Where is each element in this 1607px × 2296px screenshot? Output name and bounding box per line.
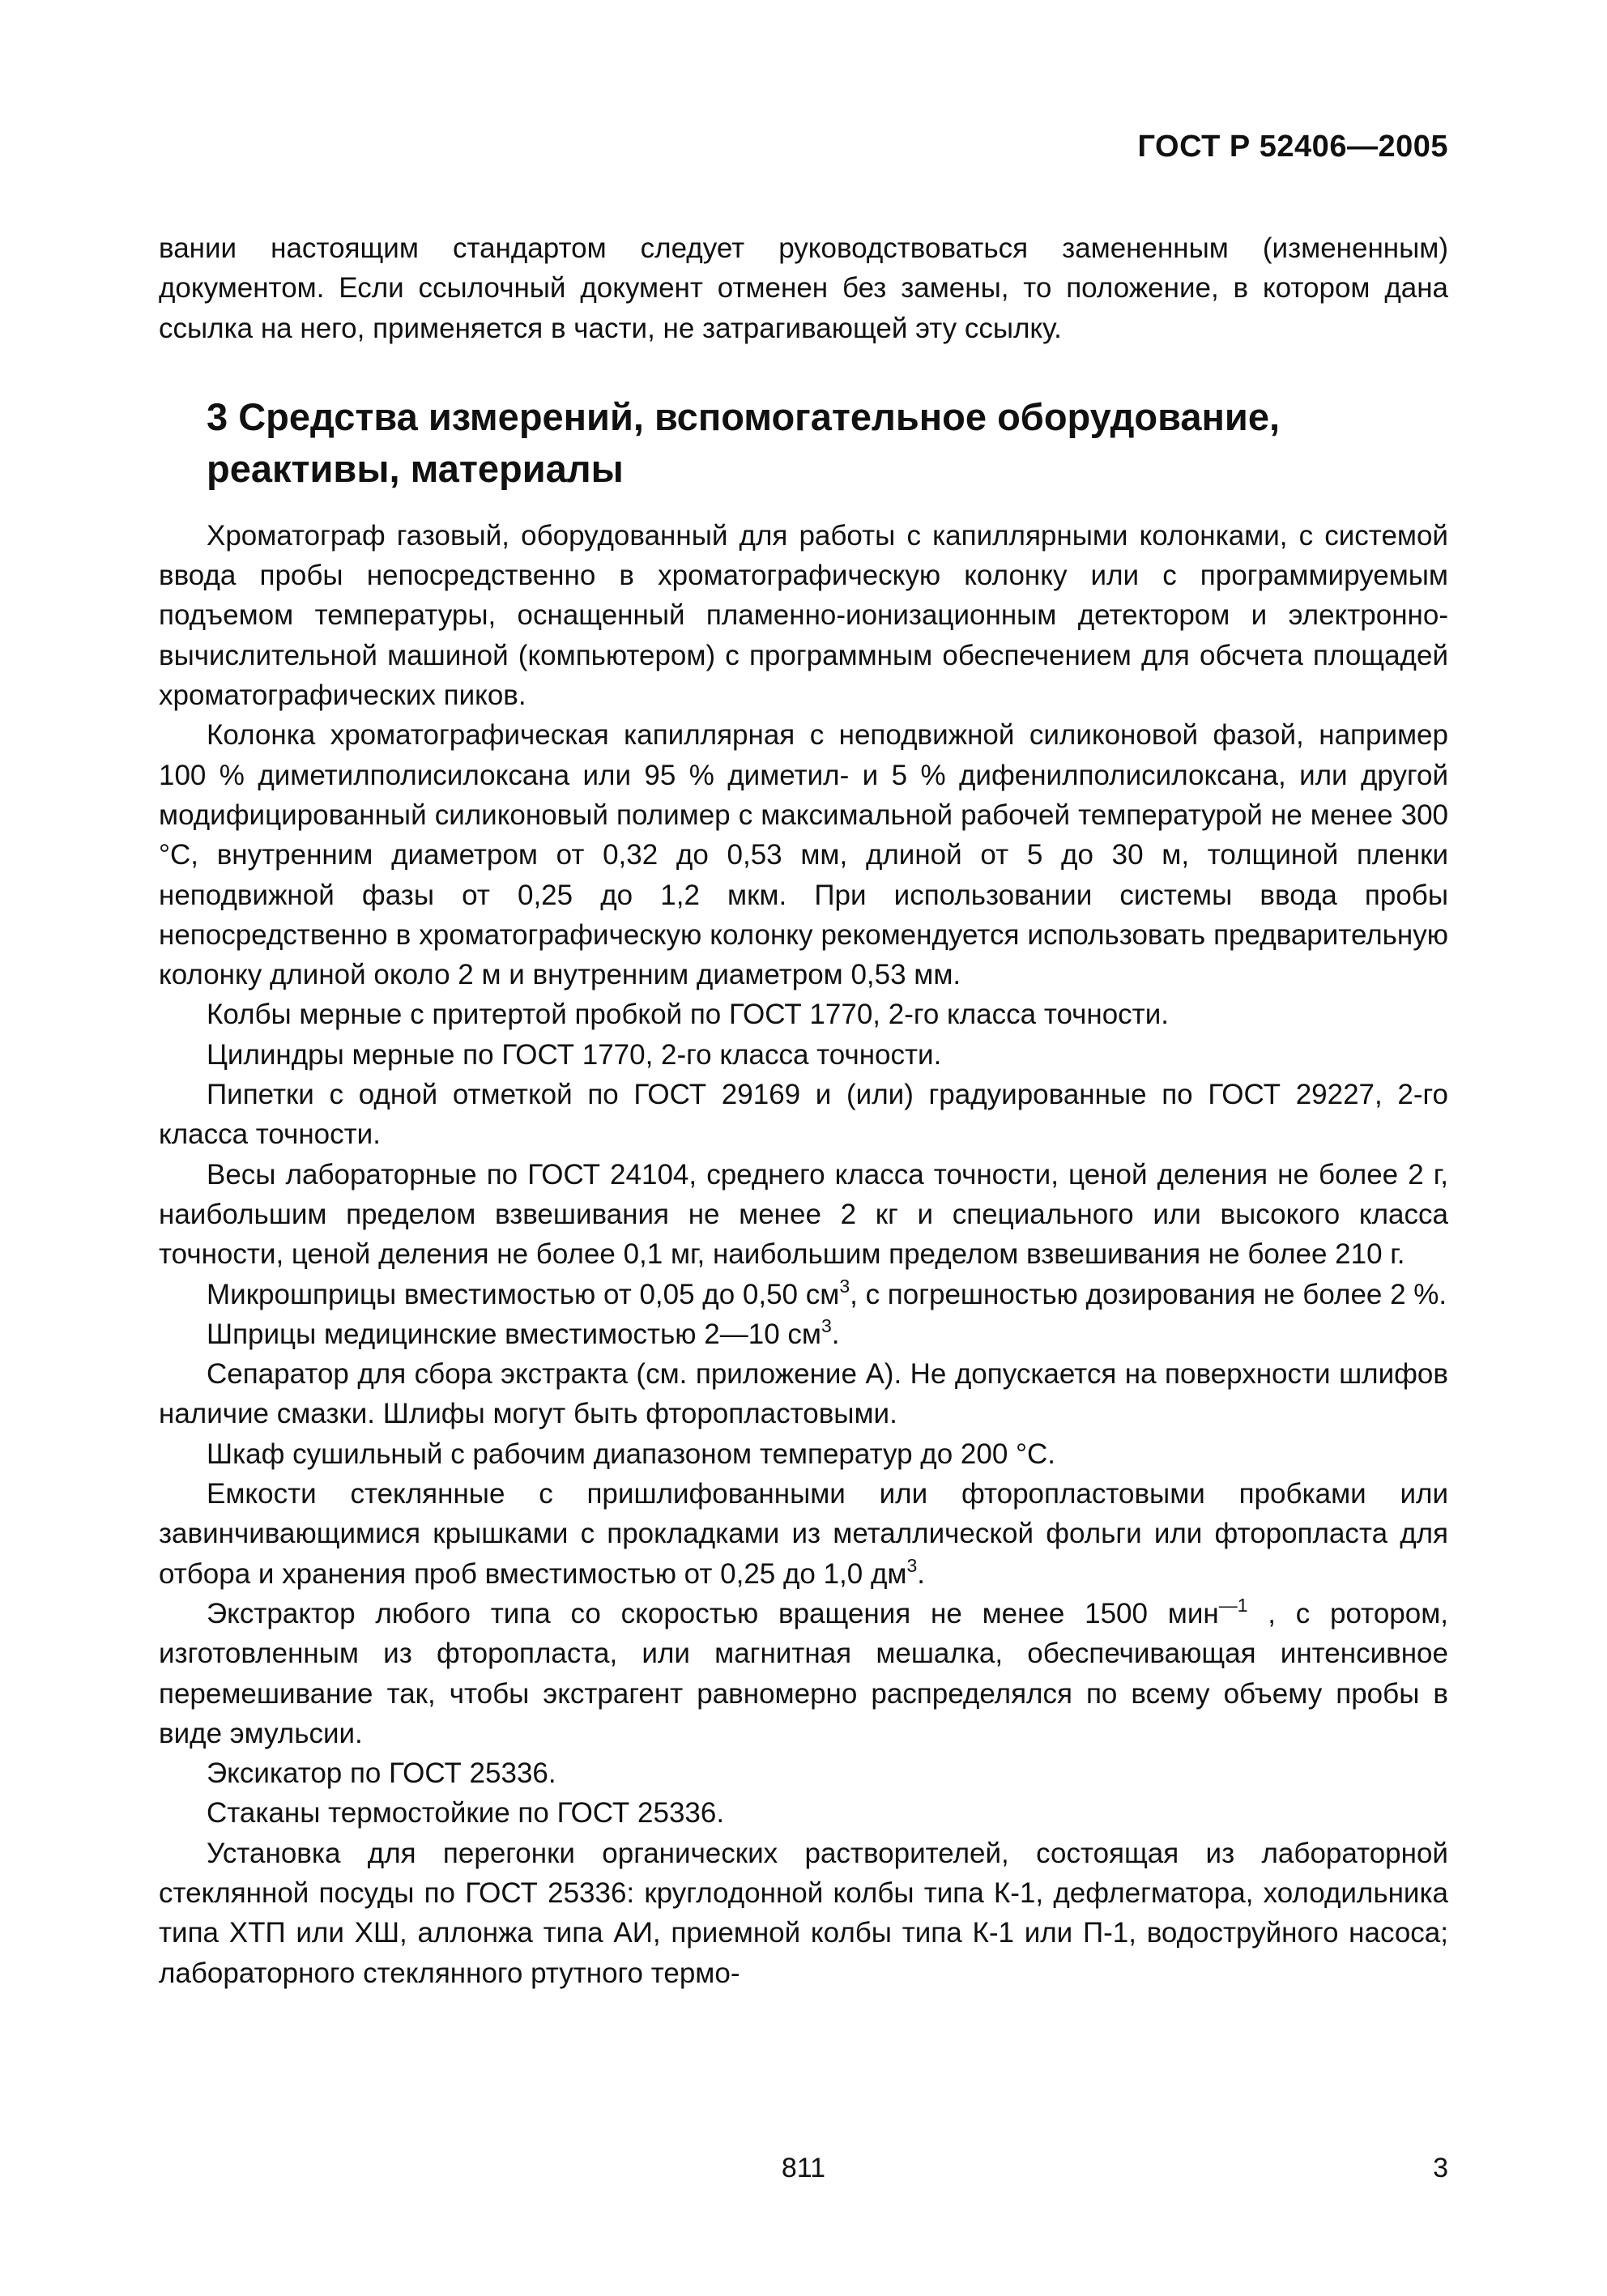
- paragraph-microsyringes: [159, 1275, 1448, 1314]
- microsyringes-text-end: , с погрешностью дозирования не более 2 %.: [850, 1278, 1447, 1310]
- paragraph-syringes: [159, 1314, 1448, 1354]
- page-number: 3: [1433, 2153, 1448, 2183]
- syringes-text: Шприцы медицинские вместимостью 2—10 см: [207, 1318, 821, 1350]
- containers-superscript: 3: [906, 1554, 918, 1576]
- microsyringes-superscript: 3: [839, 1275, 850, 1297]
- syringes-text-end: .: [831, 1318, 840, 1350]
- extractor-text: Экстрактор любого типа со скоростью вращения не менее 1500 мин: [207, 1597, 1219, 1629]
- paragraph-containers: [159, 1474, 1448, 1594]
- document-header: ГОСТ Р 52406—2005: [1137, 130, 1448, 164]
- syringes-superscript: 3: [821, 1314, 832, 1336]
- paragraph-beakers: Стаканы термостойкие по ГОСТ 25336.: [207, 1797, 725, 1830]
- paragraph-drying-cabinet: Шкаф сушильный с рабочим диапазоном температур до 200 °С.: [207, 1438, 1056, 1470]
- paragraph-distillation: Установка для перегонки органических растворителей, состоящая из лабораторной стеклянной посуды по ГОСТ 25336: круглодонной колбы типа К-1, дефлегматора, холодильника типа ХТП или ХШ, аллонжа типа АИ, приемной колбы типа К-1 или П-1, водоструйного насоса; лабораторного стеклянного ртутного термо-: [159, 1837, 1448, 1989]
- paragraph-column: Колонка хроматографическая капиллярная с неподвижной силиконовой фазой, например 100 % диметилполисилоксана или 95 % диметил- и 5 % дифенилполисилоксана, или другой модифицированный силиконовый полимер с максимальной рабочей температурой не менее 300 °С, внутренним диаметром от 0,32 до 0,53 мм, длиной от 5 до 30 м, толщиной пленки неподвижной фазы от 0,25 до 1,2 мкм. При использовании системы ввода пробы непосредственно в хроматографическую колонку рекомендуется использовать предварительную колонку длиной около 2 м и внутренним диаметром 0,53 мм.: [159, 719, 1448, 991]
- paragraph-extractor: [159, 1594, 1448, 1753]
- section-heading: 3 Средства измерений, вспомогательное оборудование, реактивы, материалы: [207, 394, 1281, 490]
- containers-text-end: .: [917, 1557, 925, 1590]
- document-body: [159, 228, 1448, 1993]
- paragraph-pipettes: Пипетки с одной отметкой по ГОСТ 29169 и (или) градуированные по ГОСТ 29227, 2-го класса точности.: [159, 1079, 1448, 1151]
- paragraph-flasks: Колбы мерные с притертой пробкой по ГОСТ 1770, 2-го класса точности.: [207, 999, 1169, 1031]
- paragraph-cylinders: Цилиндры мерные по ГОСТ 1770, 2-го класса точности.: [207, 1038, 942, 1071]
- containers-text: Емкости стеклянные с пришлифованными или фторопластовыми пробками или завинчивающимися крышками с прокладками из металлической фольги или фторопласта для отбора и хранения проб вместимостью от 0,25 до 1,0 дм: [159, 1478, 1448, 1590]
- extractor-superscript: —1: [1218, 1594, 1248, 1616]
- carry-over-paragraph: вании настоящим стандартом следует руководствоваться замененным (измененным) документом. Если ссылочный документ отменен без замены, то положение, в котором дана ссылка на него, применяется в части, не затрагивающей эту ссылку.: [159, 232, 1448, 344]
- paragraph-desiccator: Эксикатор по ГОСТ 25336.: [207, 1757, 556, 1790]
- extractor-text-end: , с ротором, изготовленным из фторопласта, или магнитная мешалка, обеспечивающая интенсивное перемешивание так, чтобы экстрагент равномерно распределялся по всему объему пробы в виде эмульсии.: [159, 1597, 1448, 1749]
- paragraph-chromatograph: Хроматограф газовый, оборудованный для работы с капиллярными колонками, с системой ввода пробы непосредственно в хроматографическую колонку или с программируемым подъемом температуры, оснащенный пламенно-ионизационным детектором и электронно-вычислительной машиной (компьютером) с программным обеспечением для обсчета площадей хроматографических пиков.: [159, 519, 1448, 712]
- microsyringes-text: Микрошприцы вместимостью от 0,05 до 0,50 см: [207, 1278, 840, 1310]
- paragraph-scales: Весы лабораторные по ГОСТ 24104, среднего класса точности, ценой деления не более 2 г, наибольшим пределом взвешивания не менее 2 кг и специального или высокого класса точности, ценой деления не более 0,1 мг, наибольшим пределом взвешивания не более 210 г.: [159, 1158, 1448, 1271]
- paragraph-separator: Сепаратор для сбора экстракта (см. приложение А). Не допускается на поверхности шлифов наличие смазки. Шлифы могут быть фторопластовыми.: [159, 1358, 1448, 1430]
- footer-center-number: 811: [781, 2153, 826, 2183]
